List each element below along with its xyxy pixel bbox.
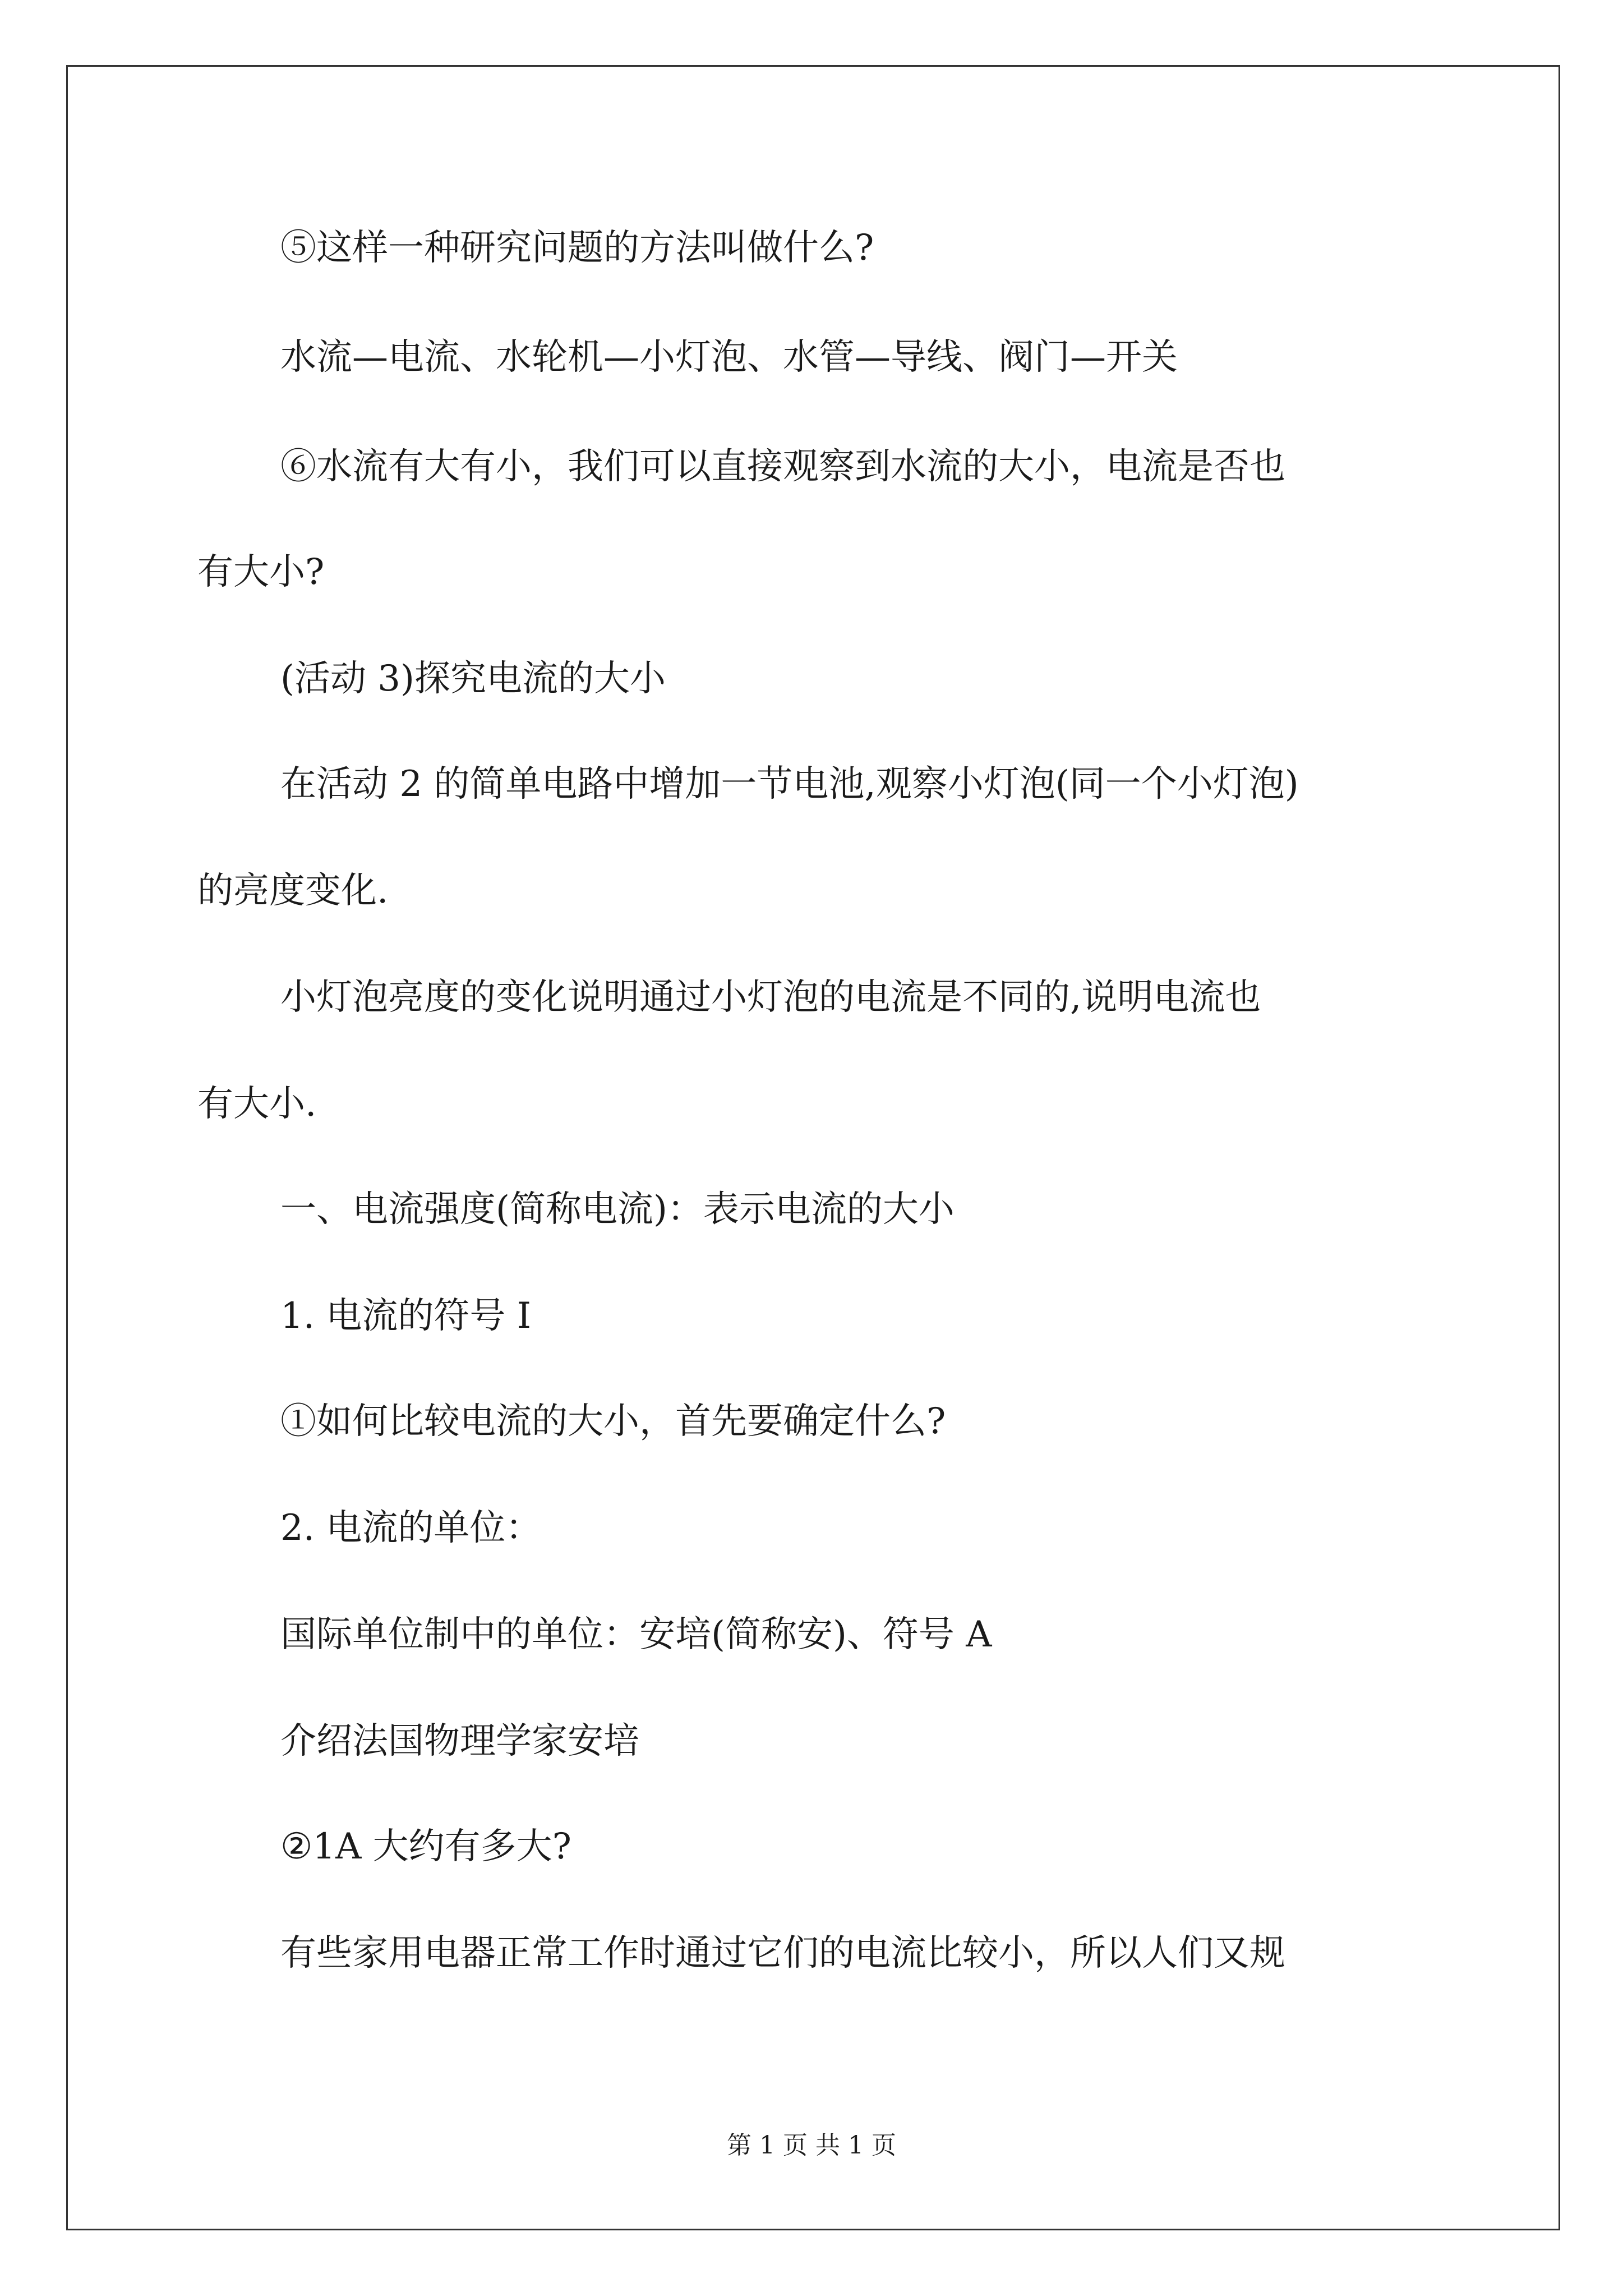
text-line: 一、电流强度(简称电流)：表示电流的大小 <box>280 1189 955 1230</box>
text-line: 有些家用电器正常工作时通过它们的电流比较小，所以人们又规 <box>280 1932 1285 1974</box>
page-footer: 第 1 页 共 1 页 <box>727 2131 896 2160</box>
text-line: 有大小? <box>197 551 325 593</box>
text-line: 的亮度变化. <box>197 870 389 912</box>
text-line: ②1A 大约有多大? <box>280 1826 571 1867</box>
text-line: 1. 电流的符号 I <box>280 1295 532 1337</box>
text-line: ⑥水流有大有小，我们可以直接观察到水流的大小，电流是否也 <box>280 446 1285 487</box>
text-line: 2. 电流的单位： <box>280 1507 542 1549</box>
text-line: 有大小. <box>197 1083 317 1125</box>
text-line: ①如何比较电流的大小，首先要确定什么? <box>280 1401 946 1442</box>
text-line: 小灯泡亮度的变化说明通过小灯泡的电流是不同的,说明电流也 <box>280 977 1261 1018</box>
text-line: 在活动 2 的简单电路中增加一节电池,观察小灯泡(同一个小灯泡) <box>280 763 1299 805</box>
text-line: (活动 3)探究电流的大小 <box>280 658 666 700</box>
text-line: 水流—电流、水轮机—小灯泡、水管—导线、阀门—开关 <box>280 337 1178 378</box>
page-border <box>66 65 1560 2230</box>
text-line: 介绍法国物理学家安培 <box>280 1720 639 1762</box>
text-line: 国际单位制中的单位：安培(简称安)、符号 A <box>280 1614 992 1655</box>
text-line: ⑤这样一种研究问题的方法叫做什么? <box>280 227 874 269</box>
